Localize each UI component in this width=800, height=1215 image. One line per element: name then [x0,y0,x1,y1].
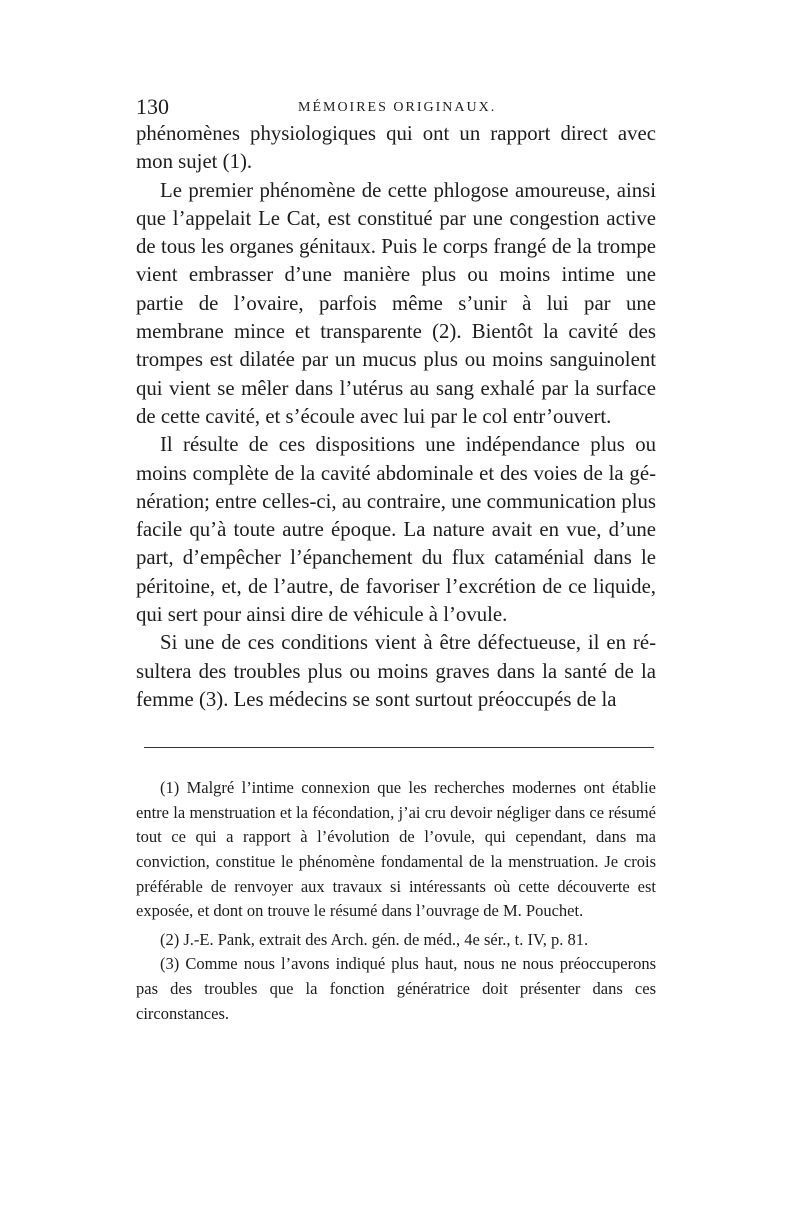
paragraph: Le premier phénomène de cette phlogose amoureuse, ainsi que l’appelait Le Cat, est constitué par une congestion active de tous les organes génitaux. Puis le corps frangé de la trompe vient embrasser d’une manière plus ou moins intime une partie de l’ovaire, parfois même s’unir à lui par une membrane mince et transparente (2). Bientôt la cavité des trompes est dilatée par un mucus plus ou moins sanguinolent qui vient se mêler dans l’utérus au sang exhalé par la surface de cette cavité, et s’écoule avec lui par le col entr’ouvert. [136,178,656,428]
page-number: 130 [136,94,169,119]
running-header [136,90,656,120]
paragraph: Si une de ces conditions vient à être défectueuse, il en résultera des troubles plus ou moins graves dans la santé de la femme (3). Les médecins se sont surtout préoccupés de la [136,631,656,711]
running-title: MÉMOIRES ORIGINAUX. [298,100,497,115]
paragraph: Il résulte de ces dispositions une indépendance plus ou moins complète de la cavité abdominale et des voies de la génération; entre celles-ci, au contraire, une communication plus facile qu’à toute autre époque. La nature avait en vue, d’une part, d’empêcher l’épanchement du flux cataménial dans le péritoine, et, de l’autre, de favoriser l’excrétion de ce liquide, qui sert pour ainsi dire de véhicule à l’ovule. [136,433,656,627]
book-page [136,90,656,1026]
footnote-3: (3) Comme nous l’avons indiqué plus haut, nous ne nous préoccuperons pas des troubles que la fonction génératrice doit présenter dans ces circonstances. [136,954,656,1023]
footnote-2: (2) J.-E. Pank, extrait des Arch. gén. de méd., 4e sér., t. IV, p. 81. [160,929,589,949]
footnote-1: (1) Malgré l’intime connexion que les recherches modernes ont établie entre la menstruation et la fécondation, j’ai cru devoir négliger dans ce résumé tout ce qui a rapport à l’évolution de l’ovule, qui cependant, dans ma conviction, constitue le phénomène fondamental de la menstruation. Je crois préférable de renvoyer aux travaux si intéressants où cette découverte est exposée, et dont on trouve le résumé dans l’ouvrage de M. Pouchet. [136,778,656,921]
main-text [136,120,656,714]
footnote-rule [144,747,654,748]
footnotes [136,776,656,1026]
paragraph-continuation: phénomènes physiologiques qui ont un rapport direct avec mon sujet (1). [136,122,656,174]
